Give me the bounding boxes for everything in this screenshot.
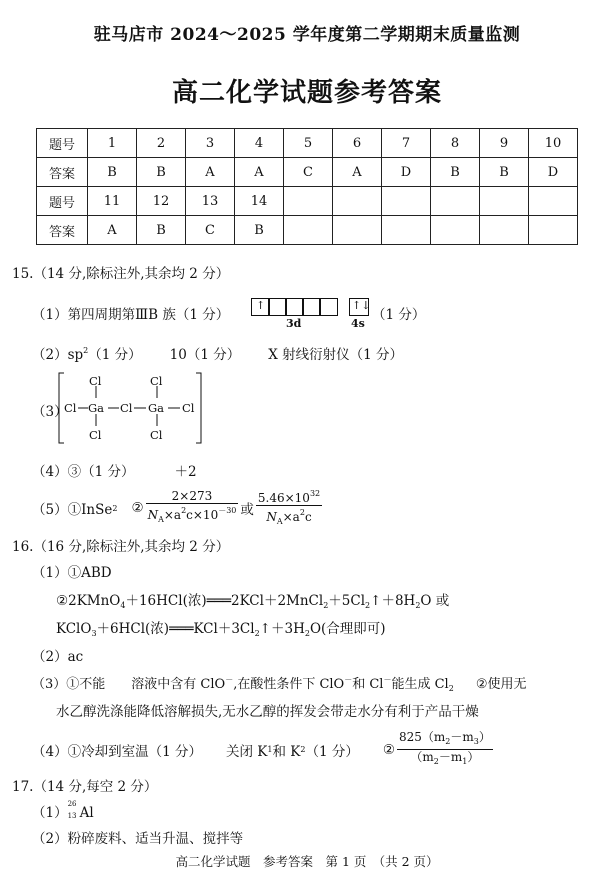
cl-atom: Cl (150, 428, 163, 442)
q17-part2: （2）粉碎废料、适当升温、搅拌等 (32, 831, 244, 847)
density-fraction-2: $\frac{5.46\times 10^{32}}{N_A\times a^2c}$ (257, 489, 321, 526)
answer-cell: D (382, 158, 431, 187)
answer-cell: 7 (382, 129, 431, 158)
q16-part4: （4）①冷却到室温（1 分） 关闭 K 1 和 K 2 （1 分） ② $\frac{825(m_2-m_3)}{(m_2-m_1)}$ (32, 730, 495, 769)
answer-table-row (37, 158, 578, 187)
cl-atom: Cl (182, 401, 195, 415)
q15-part1-text: （1）第四周期第ⅢB 族（1 分） (32, 307, 230, 323)
answer-cell (284, 187, 333, 216)
q15-part4: （4）③（1 分） ＋2 (32, 464, 197, 480)
q15-heading: 15.（14 分,除标注外,其余均 2 分） (12, 266, 230, 282)
orbital-label-4s: 4s (351, 317, 365, 330)
purity-fraction: $\frac{825(m_2-m_3)}{(m_2-m_1)}$ (398, 730, 491, 766)
up-down-arrow-icon: ↑↓ (352, 299, 371, 312)
orbital-box (349, 298, 369, 316)
page-footer: 高二化学试题 参考答案 第 1 页 （共 2 页） (175, 854, 439, 869)
answer-cell: 5 (284, 129, 333, 158)
exam-header: 驻马店市 2024～2025 学年度第二学期期末质量监测 (93, 25, 521, 45)
q15-part5: （5）①InSe 2 ② $\frac{2\times 273}{N_A\times a^2c\times 10^{-30}}$ 或 $\frac{5.46\times 10^{32}}{N_A\times a^2c}$ (32, 487, 324, 529)
orbital-label-3d: 3d (286, 317, 302, 330)
answer-cell: A (333, 158, 382, 187)
answer-cell: B (88, 158, 137, 187)
orbital-box (319, 298, 338, 316)
answer-cell (431, 216, 480, 245)
answer-cell: A (186, 158, 235, 187)
q16-part1-equation1: ②2KMnO$_4$＋16HCl(浓)$═══2KCl+2MnCl_2+5Cl_2↑+8H_2O$ 或 (56, 593, 450, 610)
answer-cell: 6 (333, 129, 382, 158)
answer-cell: 3 (186, 129, 235, 158)
page-title: 高二化学试题参考答案 (171, 78, 442, 108)
q15-part2: $(2)sp^2(1$ 分） 10（1 分） X 射线衍射仪（1 分） (32, 346, 404, 363)
answer-cell: 9 (480, 129, 529, 158)
cl-atom: Cl (150, 374, 163, 388)
answer-cell: C (186, 216, 235, 245)
cl-atom: Cl (120, 401, 133, 415)
answer-cell: B (431, 158, 480, 187)
answer-cell: 13 (186, 187, 235, 216)
q16-part1-a: （1）①ABD (32, 565, 112, 581)
answer-cell (382, 187, 431, 216)
answer-cell: 2 (137, 129, 186, 158)
answer-cell (333, 216, 382, 245)
up-arrow-icon: ↑ (256, 299, 266, 312)
answer-cell (529, 187, 578, 216)
q16-part2: （2）ac (32, 649, 84, 665)
answer-table (36, 128, 578, 245)
answer-cell: D (529, 158, 578, 187)
answer-cell: A (235, 158, 284, 187)
answer-cell: 1 (88, 129, 137, 158)
answer-cell: B (480, 158, 529, 187)
q16-part3-line2: 水乙醇洗涤能降低溶解损失,无水乙醇的挥发会带走水分有利于产品干燥 (56, 704, 479, 720)
answer-cell: 11 (88, 187, 137, 216)
row-label: 题号 (37, 187, 88, 216)
answer-cell (480, 216, 529, 245)
answer-table-row (37, 216, 578, 245)
q17-part1: （1） 26 13 Al (32, 799, 94, 821)
row-label: 题号 (37, 129, 88, 158)
answer-cell (431, 187, 480, 216)
row-label: 答案 (37, 216, 88, 245)
answer-cell: B (137, 216, 186, 245)
answer-cell (382, 216, 431, 245)
answer-cell: B (235, 216, 284, 245)
cl-atom: Cl (64, 401, 77, 415)
ga-atom: Ga (148, 401, 165, 415)
answer-cell: 12 (137, 187, 186, 216)
answer-cell: 8 (431, 129, 480, 158)
answer-cell: A (88, 216, 137, 245)
density-fraction-1: $\frac{2\times 273}{N_A\times a^2c\times 10^{-30}}$ (147, 489, 237, 524)
ga-atom: Ga (88, 401, 105, 415)
q16-part3-line1: （3）①不能 溶液中含有 ClO－,在酸性条件下 ClO－和 Cl－能生成 $Cl_2$ ②使用无 (32, 675, 527, 693)
answer-cell (480, 187, 529, 216)
cl-atom: Cl (89, 428, 102, 442)
answer-table-row (37, 129, 578, 158)
q16-part1-equation2: KClO$_3$＋6HCl(浓)$═══KCl+3Cl_2↑+3H_2O$(合理即可) (56, 621, 386, 638)
answer-cell: 4 (235, 129, 284, 158)
answer-cell (284, 216, 333, 245)
answer-cell (333, 187, 382, 216)
q15-part3-label: （3） (32, 404, 68, 420)
cl-atom: Cl (89, 374, 102, 388)
q16-heading: 16.（16 分,除标注外,其余均 2 分） (12, 539, 230, 555)
answer-table-row (37, 187, 578, 216)
answer-cell: 10 (529, 129, 578, 158)
q17-heading: 17.（14 分,每空 2 分） (12, 779, 158, 795)
answer-cell (529, 216, 578, 245)
answer-cell: B (137, 158, 186, 187)
row-label: 答案 (37, 158, 88, 187)
q15-part1-score: （1 分） (372, 307, 426, 323)
answer-cell: C (284, 158, 333, 187)
answer-cell: 14 (235, 187, 284, 216)
